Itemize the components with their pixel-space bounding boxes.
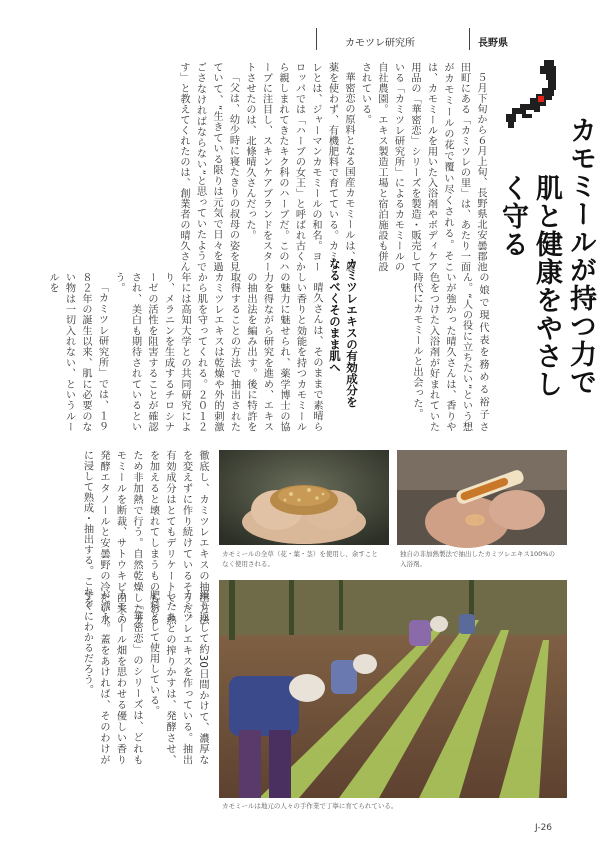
body-paragraph: 「カミツレ研究所」では、１９８２年の誕生以来、肌に必要のない物は一切入れない、というルールを xyxy=(47,272,108,432)
header-prefecture: 長野県 xyxy=(478,38,508,49)
body-paragraph: 晴久さんは、そのままで素晴らしい香りと効能を持つカモミールの魅力に魅せられ、薬学博士の協力を得ながら研究を進め、エキスの抽出法を編み出す。後に特許を取得することの方法で抽出されたカミツレエキスは乾燥や外的刺激から肌を守ってくれる。２０１２年には高知大学との共同研究により、メラニンを生成するチロシナーゼの活性を阻害することが確認され、美白も期待されているという。 xyxy=(113,272,322,432)
body-paragraph: 華密恋の原料となる国産カモミールは、農薬を使わず、有機肥料で育てている。カミツレとは、ジャーマンカモミールの和名。ヨーロッパでは「ハーブの女王」と呼ばれ古くから親しまれてきたキク科のハーブだ。このハーブに注目し、スキンケアブランドをスタートさせたのは、北條晴久さんだった。 xyxy=(244,62,354,272)
title-line-2: 肌と健康をやさしく守る xyxy=(497,174,562,398)
photo-dried-chamomile xyxy=(219,450,389,545)
body-paragraph: 「父は、幼少時に寝たきりの叔母の姿を見ていて、“生きている限りは元気で日々を過ごさなければならない”と思っていたようです」と教えてくれたのは、創業者の晴久さん xyxy=(178,62,239,272)
body-paragraph: ５月下旬から６月上旬、長野県北安曇郡池田町にある「カミツレの里」は、あたり一面がカモミールの花で覆い尽くされる。そこは、カモミールを用いた入浴剤やボディケア用品の「華密恋」シリーズを製造・販売している「カミツレ研究所」によるカモミールの自社農園。エキス製造工場と宿泊施設も併設されている。 xyxy=(359,62,486,272)
header-tag: カモツレ研究所 xyxy=(345,38,415,49)
page-number: J-26 xyxy=(535,823,553,833)
header-divider-left xyxy=(316,28,317,50)
body-paragraph: 繰り返して約30日間かけて、濃厚なカミツレエキスを作っている。抽出したあとの搾りかすは、発酵させ、肥料として使用している。 xyxy=(147,590,208,765)
photo-extract-vial xyxy=(397,450,567,545)
caption-photo-3: カモミールは地元の人々の手作業で丁寧に育てられている。 xyxy=(222,802,398,810)
caption-photo-2: 独自の非加熱製法で抽出したカミツレエキス100%の入浴剤。 xyxy=(400,550,555,568)
body-paragraph: 「華密恋」のシリーズは、どれもカモミール畑を思わせる優しい香りが漂う。蓋をあければ、そのわけがすぐにわかるだろう。 xyxy=(81,590,142,765)
body-column-d xyxy=(60,590,210,765)
article-title xyxy=(495,116,597,416)
body-paragraph: の娘で現代表を務める裕子さん。“人の役に立ちたい”という想いが強かった晴久さんは、香りや色をつけた入浴剤が好まれていた時代にカモミールと出会った。 xyxy=(411,272,488,432)
caption-photo-1: カモミールの全草（花・葉・茎）を使用し、余すことなく使用される。 xyxy=(222,550,378,568)
photo-chamomile-field xyxy=(219,580,567,798)
title-line-1: カモミールが持つ力で xyxy=(565,116,596,396)
body-column-a xyxy=(60,62,488,272)
section-heading: カミツレエキスの有効成分をなるべくそのまま肌へ xyxy=(328,258,359,408)
body-paragraph: 徹底し、カミツレエキスの抽出方法を変えずに作り続けているそうだ。有効成分はとてもデリケートで、熱を加えると壊れてしまうものもあるため非加熱で行う。自然乾燥したカモミールを断裁、サトウキビ由来の発酵エタノールと安曇野の冷たい水に浸して熟成・抽出する。これを xyxy=(81,450,208,625)
body-column-b xyxy=(47,272,324,432)
body-column-b-intro xyxy=(380,272,490,432)
header-divider-right xyxy=(469,28,470,50)
